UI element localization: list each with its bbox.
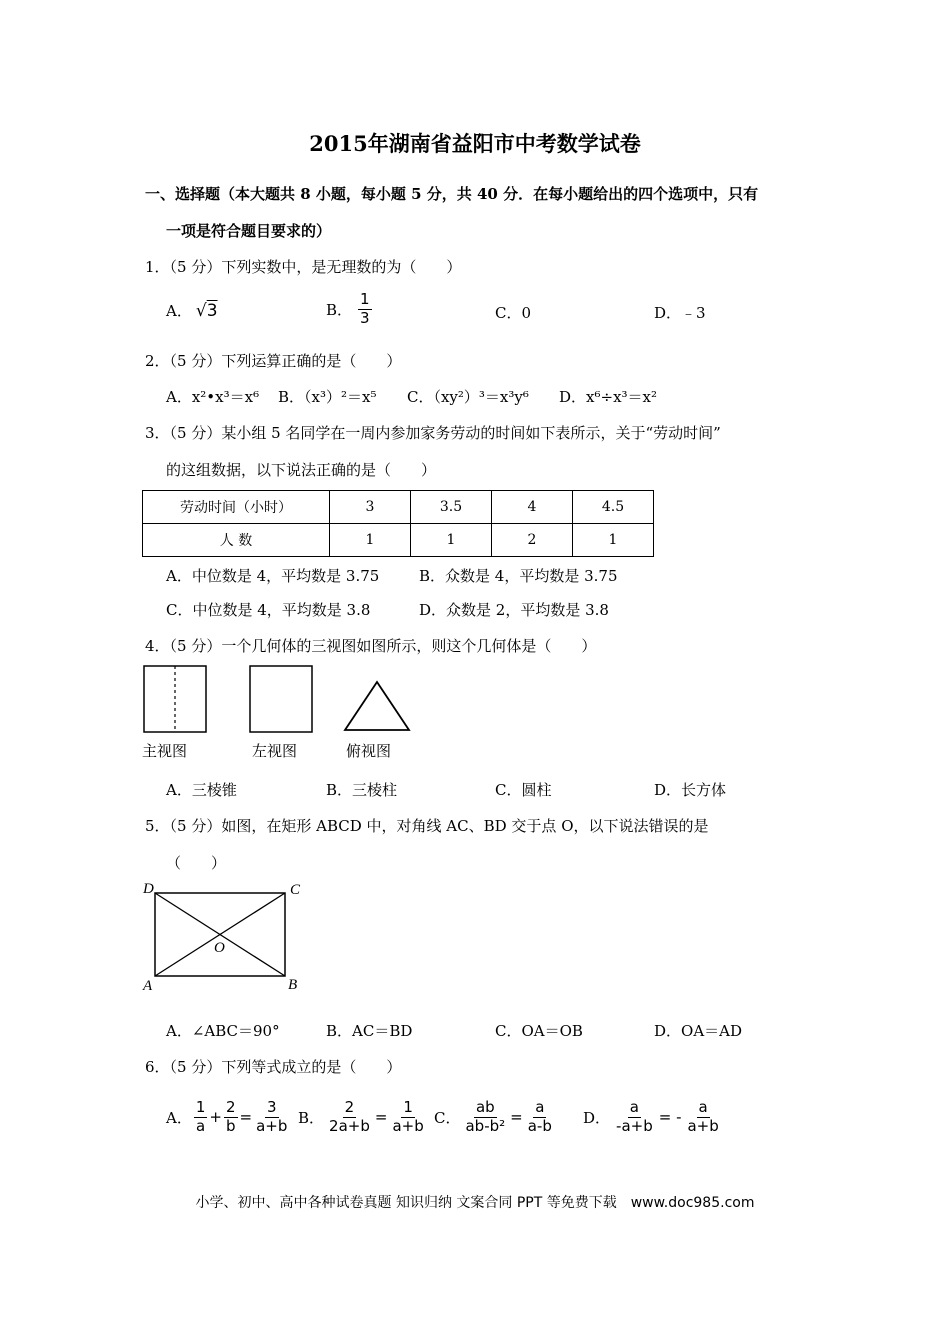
fraction-denominator: a+b: [687, 1116, 719, 1135]
rectangle-abcd-figure: [140, 878, 310, 996]
q1-b-prefix: B．: [326, 300, 353, 319]
label-b: B: [288, 977, 298, 993]
q1-option-b: [326, 292, 372, 327]
q2-stem: 2．（5 分）下列运算正确的是（ ）: [145, 352, 402, 370]
page-footer: 小学、初中、高中各种试卷真题 知识归纳 文案合同 PPT 等免费下载 www.doc985.com: [195, 1195, 755, 1211]
equals-minus-sign: = -: [658, 1108, 682, 1127]
fraction-numerator: 1: [403, 1098, 413, 1116]
equals-sign: =: [239, 1108, 253, 1127]
fraction-denominator: a: [196, 1116, 206, 1135]
q3-option-c: C．中位数是 4，平均数是 3.8: [166, 601, 371, 619]
fraction-numerator: 2: [344, 1098, 355, 1116]
labor-time-table: [142, 490, 654, 557]
table-row: [143, 524, 654, 557]
plus-sign: +: [209, 1108, 222, 1127]
q1-b-denominator: 3: [360, 308, 370, 327]
q3-option-a: A．中位数是 4，平均数是 3.75: [166, 567, 380, 585]
label-o: O: [214, 940, 225, 956]
q6-d-fraction-1: [614, 1100, 655, 1135]
side-view-square: [250, 666, 312, 732]
table-cell: 4.5: [573, 491, 654, 524]
sqrt-icon: √3: [195, 300, 218, 321]
q5-option-c: C．OA＝OB: [495, 1022, 583, 1040]
q6-option-c: [434, 1100, 554, 1135]
fraction-denominator: 2a+b: [329, 1116, 370, 1135]
fraction-numerator: a: [535, 1098, 545, 1116]
q6-b-fraction-1: [327, 1100, 372, 1135]
fraction-denominator: ab-b²: [465, 1116, 506, 1135]
q5-option-b: B．AC＝BD: [326, 1022, 413, 1040]
q6-c-prefix: C．: [434, 1108, 461, 1127]
q1-b-fraction: [358, 292, 372, 327]
q4-option-d: D．长方体: [654, 781, 727, 799]
q2-option-d: D．x⁶÷x³＝x²: [559, 388, 658, 406]
q6-c-fraction-1: [463, 1100, 507, 1135]
q6-a-fraction-3: [254, 1100, 289, 1135]
q1-option-d: D．﹣3: [654, 304, 706, 322]
table-cell: 3.5: [411, 491, 492, 524]
table-cell: 3: [330, 491, 411, 524]
q6-a-fraction-2: [224, 1100, 238, 1135]
q4-option-a: A．三棱锥: [166, 781, 237, 799]
q6-b-fraction-2: [390, 1100, 425, 1135]
fraction-numerator: 2: [225, 1098, 236, 1116]
fraction-numerator: a: [698, 1098, 708, 1116]
q3-stem-line1: 3．（5 分）某小组 5 名同学在一周内参加家务劳动的时间如下表所示，关于“劳动时间”: [145, 424, 721, 442]
table-cell: 1: [573, 524, 654, 557]
q4-stem: 4．（5 分）一个几何体的三视图如图所示，则这个几何体是（ ）: [145, 637, 597, 655]
section-header-line1: 一、选择题（本大题共 8 小题，每小题 5 分，共 40 分．在每小题给出的四个选项中，只有: [145, 185, 759, 203]
q1-option-c: C．0: [495, 304, 532, 322]
q6-c-fraction-2: [526, 1100, 554, 1135]
q4-option-b: B．三棱柱: [326, 781, 398, 799]
q2-option-a: A．x²•x³＝x⁶: [166, 388, 260, 406]
q5-option-a: A．∠ABC＝90°: [166, 1022, 280, 1040]
q1-a-radicand: 3: [206, 300, 218, 321]
table-cell: 人 数: [143, 524, 330, 557]
fraction-numerator: a: [629, 1098, 639, 1116]
fraction-numerator: 3: [266, 1098, 277, 1116]
three-views-figure: [140, 662, 430, 734]
table-cell: 劳动时间（小时）: [143, 491, 330, 524]
q6-d-fraction-2: [685, 1100, 720, 1135]
q1-option-a: [166, 300, 218, 321]
q3-stem-line2: 的这组数据，以下说法正确的是（ ）: [166, 461, 437, 479]
q1-b-numerator: 1: [360, 290, 370, 308]
top-view-triangle: [345, 682, 409, 730]
front-view-caption: 主视图: [142, 742, 188, 760]
q5-option-d: D．OA＝AD: [654, 1022, 743, 1040]
page-title: 2015年湖南省益阳市中考数学试卷: [309, 131, 641, 156]
q3-option-b: B．众数是 4，平均数是 3.75: [419, 567, 618, 585]
label-a: A: [143, 978, 153, 994]
q5-stem-line2: （ ）: [166, 854, 227, 872]
q6-option-d: [583, 1100, 721, 1135]
table-cell: 1: [330, 524, 411, 557]
label-c: C: [290, 882, 301, 898]
fraction-denominator: a+b: [392, 1116, 424, 1135]
equals-sign: =: [510, 1108, 523, 1127]
q6-a-fraction-1: [194, 1100, 208, 1135]
table-cell: 1: [411, 524, 492, 557]
q1-stem: 1．（5 分）下列实数中，是无理数的为（ ）: [145, 258, 462, 276]
fraction-numerator: 1: [195, 1098, 206, 1116]
q6-b-prefix: B．: [298, 1108, 325, 1127]
q5-stem-line1: 5．（5 分）如图，在矩形 ABCD 中，对角线 AC、BD 交于点 O，以下说法错误的是: [145, 817, 709, 835]
equals-sign: =: [374, 1108, 388, 1127]
fraction-denominator: a-b: [527, 1116, 552, 1135]
q2-option-b: B．（x³）²＝x⁵: [278, 388, 377, 406]
fraction-denominator: b: [225, 1116, 236, 1135]
table-row: [143, 491, 654, 524]
q2-option-c: C．（xy²）³＝x³y⁶: [407, 388, 529, 406]
q3-option-d: D．众数是 2，平均数是 3.8: [419, 601, 609, 619]
q6-option-a: [166, 1100, 289, 1135]
fraction-denominator: a+b: [256, 1116, 288, 1135]
q4-option-c: C．圆柱: [495, 781, 552, 799]
label-d: D: [143, 881, 154, 897]
table-cell: 4: [492, 491, 573, 524]
q1-a-prefix: A．: [166, 302, 192, 320]
q6-d-prefix: D．: [583, 1108, 611, 1127]
section-header-line2: 一项是符合题目要求的）: [166, 222, 332, 240]
top-view-caption: 俯视图: [346, 742, 392, 760]
side-view-caption: 左视图: [252, 742, 298, 760]
table-cell: 2: [492, 524, 573, 557]
q6-a-prefix: A．: [166, 1108, 192, 1127]
q6-option-b: [298, 1100, 426, 1135]
q6-stem: 6．（5 分）下列等式成立的是（ ）: [145, 1058, 402, 1076]
fraction-numerator: ab: [475, 1098, 495, 1116]
fraction-denominator: -a+b: [616, 1116, 653, 1135]
